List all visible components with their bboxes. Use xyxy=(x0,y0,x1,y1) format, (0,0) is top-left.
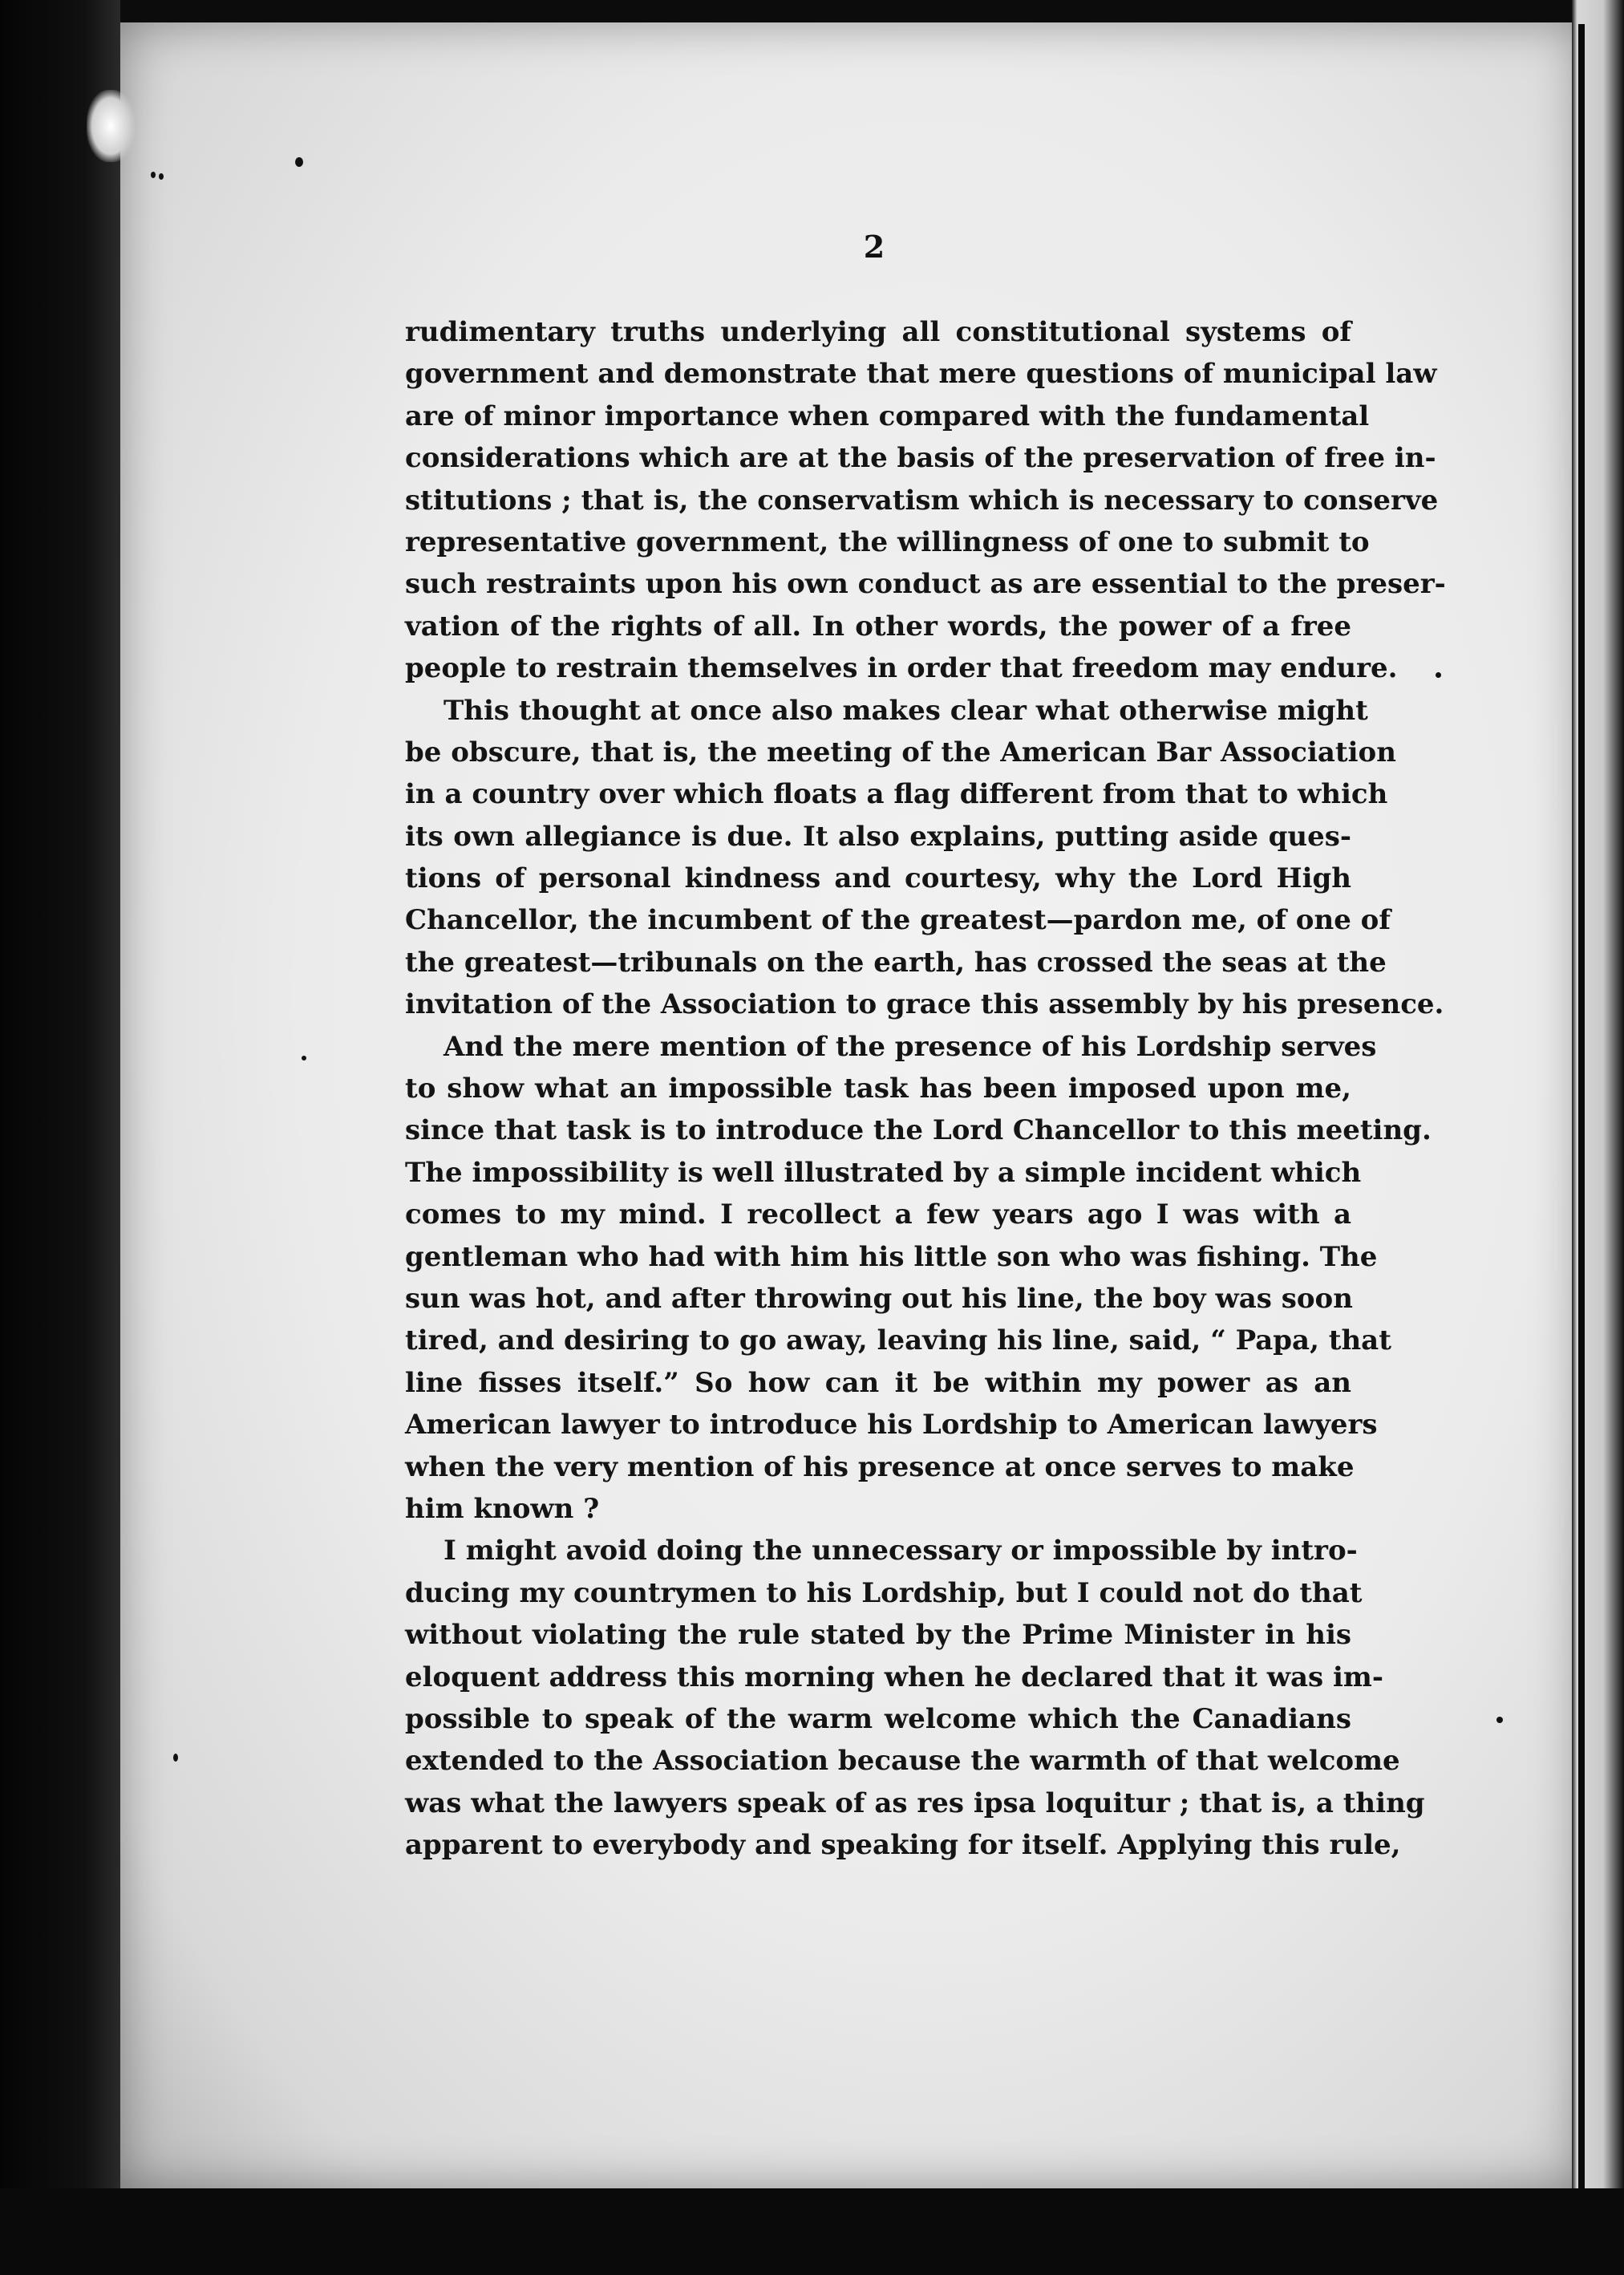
text-line: American lawyer to introduce his Lordship to American lawyers xyxy=(405,1409,1378,1442)
text-line: such restraints upon his own conduct as are essential to the preser- xyxy=(405,568,1446,601)
text-line: tions of personal kindness and courtesy, why the Lord High xyxy=(405,862,1351,895)
text-line: since that task is to introduce the Lord Chancellor to this meeting. xyxy=(405,1114,1432,1147)
text-line: rudimentary truths underlying all constitutional systems of xyxy=(405,316,1351,348)
dust-speck xyxy=(1496,1717,1503,1723)
dust-speck xyxy=(159,173,164,180)
text-line: its own allegiance is due. It also explains, putting aside ques- xyxy=(405,820,1351,853)
dust-speck xyxy=(302,1056,306,1060)
text-line: the greatest—tribunals on the earth, has crossed the seas at the xyxy=(405,946,1387,979)
text-line: line fisses itself.” So how can it be within my power as an xyxy=(405,1366,1351,1399)
text-line: extended to the Association because the warmth of that welcome xyxy=(405,1745,1400,1778)
text-line: The impossibility is well illustrated by a simple incident which xyxy=(405,1156,1362,1189)
dust-speck xyxy=(151,172,156,178)
text-line: sun was hot, and after throwing out his line, the boy was soon xyxy=(405,1282,1353,1315)
text-line: considerations which are at the basis of the preservation of free in- xyxy=(405,442,1436,475)
text-line: eloquent address this morning when he declared that it was im- xyxy=(405,1661,1384,1693)
left-binding-shadow xyxy=(0,0,120,2275)
scan-blemish xyxy=(87,90,135,162)
text-line: representative government, the willingness of one to submit to xyxy=(405,525,1370,558)
text-line: ducing my countrymen to his Lordship, but I could not do that xyxy=(405,1576,1363,1609)
right-edge-shadow-line xyxy=(1578,24,1585,2190)
text-line: when the very mention of his presence at once serves to make xyxy=(405,1450,1355,1483)
text-line: to show what an impossible task has been imposed upon me, xyxy=(405,1073,1351,1105)
text-line: possible to speak of the warm welcome which the Canadians xyxy=(405,1702,1351,1735)
text-line: tired, and desiring to go away, leaving his line, said, “ Papa, that xyxy=(405,1324,1391,1357)
text-line: Chancellor, the incumbent of the greatest—pardon me, of one of xyxy=(405,904,1391,937)
dust-speck xyxy=(1436,672,1441,678)
text-line: him known ? xyxy=(405,1492,600,1525)
text-line: This thought at once also makes clear what otherwise might xyxy=(443,694,1368,727)
body-text xyxy=(405,311,1446,1866)
text-line: government and demonstrate that mere questions of municipal law xyxy=(405,358,1437,391)
text-line: gentleman who had with him his little son who was fishing. The xyxy=(405,1240,1378,1273)
text-line: I might avoid doing the unnecessary or impossible by intro- xyxy=(443,1535,1358,1567)
text-line: And the mere mention of the presence of his Lordship serves xyxy=(443,1030,1377,1063)
text-line: was what the lawyers speak of as res ipsa loquitur ; that is, a thing xyxy=(405,1786,1425,1819)
dust-speck xyxy=(173,1754,178,1762)
text-line: invitation of the Association to grace this assembly by his presence. xyxy=(405,988,1444,1021)
text-line: people to restrain themselves in order that freedom may endure. xyxy=(405,652,1398,685)
text-line: in a country over which floats a flag different from that to which xyxy=(405,778,1388,811)
text-line: without violating the rule stated by the Prime Minister in his xyxy=(405,1619,1351,1652)
page-number: 2 xyxy=(863,229,885,265)
text-line: vation of the rights of all. In other words, the power of a free xyxy=(405,610,1351,643)
text-line: be obscure, that is, the meeting of the American Bar Association xyxy=(405,736,1396,768)
text-line: are of minor importance when compared with the fundamental xyxy=(405,399,1370,432)
text-line: apparent to everybody and speaking for itself. Applying this rule, xyxy=(405,1829,1401,1862)
text-line: stitutions ; that is, the conservatism which is necessary to conserve xyxy=(405,484,1439,517)
text-line: comes to my mind. I recollect a few years ago I was with a xyxy=(405,1198,1351,1231)
bottom-border xyxy=(0,2188,1624,2275)
dust-speck xyxy=(295,157,303,167)
